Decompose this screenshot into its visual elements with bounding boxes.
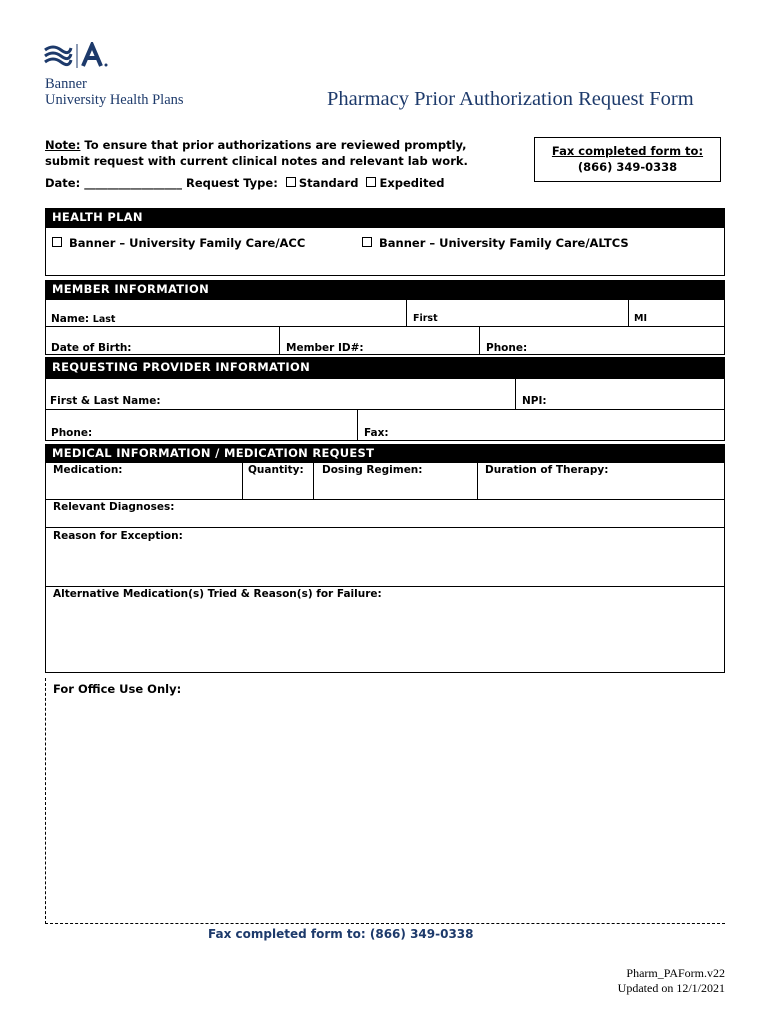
form-title: Pharmacy Prior Authorization Request Form	[327, 88, 694, 110]
name-label: Name:	[51, 313, 90, 325]
logo-line-1: Banner	[45, 76, 87, 92]
fax-box	[534, 137, 721, 182]
quantity-field[interactable]: Quantity:	[248, 464, 304, 476]
expedited-label: Expedited	[379, 176, 445, 190]
altcs-label: Banner – University Family Care/ALTCS	[379, 236, 629, 250]
note	[45, 137, 525, 169]
updated-date: Updated on 12/1/2021	[617, 981, 725, 995]
member-info-header: MEMBER INFORMATION	[45, 280, 725, 299]
member-phone-field[interactable]: Phone:	[486, 342, 528, 354]
last-label: Last	[92, 314, 116, 325]
member-first-field[interactable]: First	[413, 313, 438, 324]
divider	[45, 326, 725, 327]
logo-text	[45, 76, 184, 108]
note-text-2: submit request with current clinical notes and relevant lab work.	[45, 154, 468, 168]
provider-fax-field[interactable]: Fax:	[364, 427, 389, 439]
npi-field[interactable]: NPI:	[522, 395, 547, 407]
member-info-section	[45, 299, 725, 355]
divider	[313, 462, 314, 499]
diagnoses-field[interactable]: Relevant Diagnoses:	[53, 501, 175, 513]
divider	[479, 326, 480, 355]
member-mi-field[interactable]: MI	[634, 313, 647, 324]
divider	[628, 299, 629, 326]
version-info	[618, 966, 725, 996]
acc-checkbox[interactable]	[52, 237, 62, 247]
standard-label: Standard	[298, 176, 359, 190]
divider	[45, 499, 725, 500]
banner-wave-icon	[43, 42, 113, 70]
altcs-checkbox[interactable]	[362, 237, 372, 247]
health-plan-header: HEALTH PLAN	[45, 208, 725, 227]
alternative-meds-field[interactable]: Alternative Medication(s) Tried & Reason(s) for Failure:	[53, 588, 382, 600]
note-text-1: To ensure that prior authorizations are reviewed promptly,	[80, 138, 467, 152]
medication-field[interactable]: Medication:	[53, 464, 123, 476]
divider	[45, 409, 725, 410]
divider	[515, 378, 516, 409]
standard-checkbox[interactable]	[286, 177, 296, 187]
plan-option-altcs[interactable]	[362, 236, 629, 250]
provider-name-field[interactable]: First & Last Name:	[50, 395, 161, 407]
form-id: Pharm_PAForm.v22	[626, 966, 725, 980]
divider	[242, 462, 243, 499]
banner-logo	[43, 42, 113, 70]
provider-info-header: REQUESTING PROVIDER INFORMATION	[45, 357, 725, 378]
note-label: Note:	[45, 138, 81, 152]
divider	[45, 527, 725, 528]
exception-reason-field[interactable]: Reason for Exception:	[53, 530, 183, 542]
date-field[interactable]: Date: _________________	[45, 176, 182, 190]
request-type-label: Request Type:	[185, 176, 278, 190]
divider	[406, 299, 407, 326]
health-plan-section	[45, 227, 725, 276]
office-use-label: For Office Use Only:	[53, 682, 182, 696]
plan-option-acc[interactable]	[52, 236, 305, 250]
divider	[279, 326, 280, 355]
footer-fax: Fax completed form to: (866) 349-0338	[208, 927, 474, 941]
dob-field[interactable]: Date of Birth:	[51, 342, 132, 354]
logo-line-2: University Health Plans	[45, 92, 184, 108]
divider	[45, 586, 725, 587]
member-name-field[interactable]	[51, 313, 115, 325]
fax-box-number: (866) 349-0338	[577, 160, 678, 174]
medical-info-header: MEDICAL INFORMATION / MEDICATION REQUEST	[45, 444, 725, 462]
acc-label: Banner – University Family Care/ACC	[69, 236, 306, 250]
member-id-field[interactable]: Member ID#:	[286, 342, 364, 354]
divider	[357, 409, 358, 441]
provider-phone-field[interactable]: Phone:	[51, 427, 93, 439]
dosing-field[interactable]: Dosing Regimen:	[322, 464, 423, 476]
divider	[477, 462, 478, 499]
duration-field[interactable]: Duration of Therapy:	[485, 464, 609, 476]
fax-box-label: Fax completed form to:	[551, 144, 704, 158]
date-line	[45, 176, 444, 190]
office-use-box	[45, 678, 725, 924]
medical-info-section	[45, 462, 725, 673]
expedited-checkbox[interactable]	[366, 177, 376, 187]
